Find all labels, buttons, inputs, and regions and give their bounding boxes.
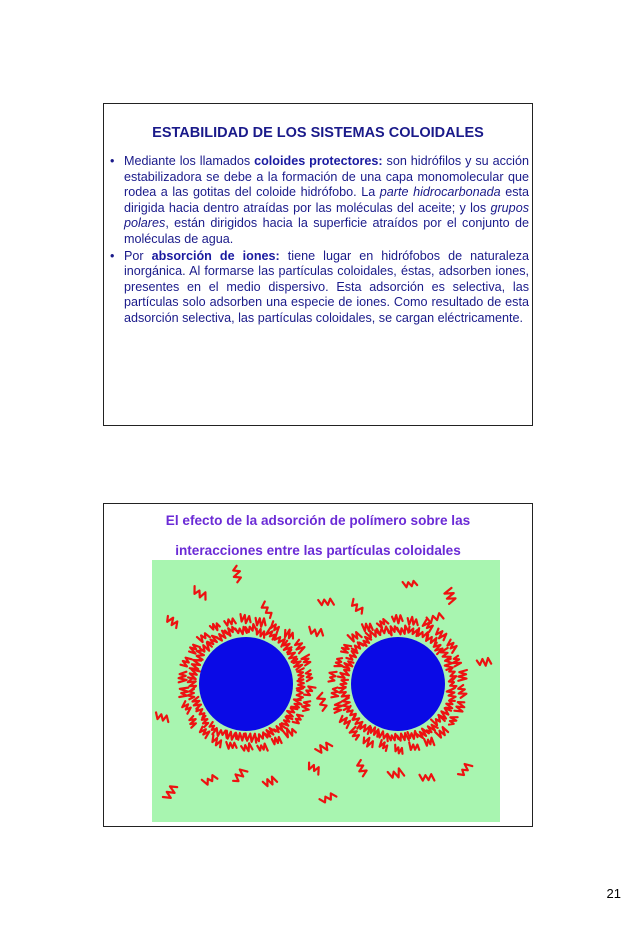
figure-title-line2: interacciones entre las partículas coloidales (175, 543, 461, 558)
term-polar-groups: grupos polares (124, 200, 529, 231)
text: Por (124, 248, 152, 263)
text: , están dirigidos hacia la superficie atraídos por el conjunto de moléculas de agua. (124, 216, 529, 246)
bullet-dot: • (110, 248, 115, 263)
text: son hidrófilos y su acción estabilizadora se debe a la formación de una capa monomolecular que rodea a las gotitas del coloide hidrófobo. La (124, 154, 529, 200)
slide-stability (103, 103, 533, 426)
bullet-dot: • (110, 154, 115, 168)
colloid-particle (351, 637, 445, 731)
slide-title: ESTABILIDAD DE LOS SISTEMAS COLOIDALES (152, 125, 484, 141)
keyword-protective-colloids: coloides protectores: (254, 154, 383, 168)
figure-title-line1: El efecto de la adsorción de polímero sobre las (165, 513, 471, 528)
polymer-adsorption-figure (152, 560, 500, 822)
slide-polymer-adsorption (103, 503, 533, 827)
colloid-particle (199, 637, 293, 731)
keyword-ion-absorption: absorción de iones: (151, 248, 280, 263)
term-hydrocarbon-part: parte hidrocarbonada (379, 185, 501, 200)
text: Mediante los llamados (124, 154, 255, 168)
text: tiene lugar en hidrófobos de naturaleza inorgánica. Al formarse las partículas coloidales, éstas, adsorben iones, presentes en el medio dispersivo. Esta adsorción es selectiva, las partículas solo adsorben una especie de iones. Como resultado de esta adsorción selectiva, las partículas coloidales, se cargan eléctricamente. (124, 248, 529, 325)
bullet-ion-absorption (110, 249, 529, 327)
text: esta dirigida hacia dentro atraídas por las moléculas del aceite; y los (124, 185, 529, 215)
page-number: 21 (606, 886, 621, 901)
bullet-protective-colloids (110, 154, 529, 248)
bullet-list (110, 154, 529, 328)
